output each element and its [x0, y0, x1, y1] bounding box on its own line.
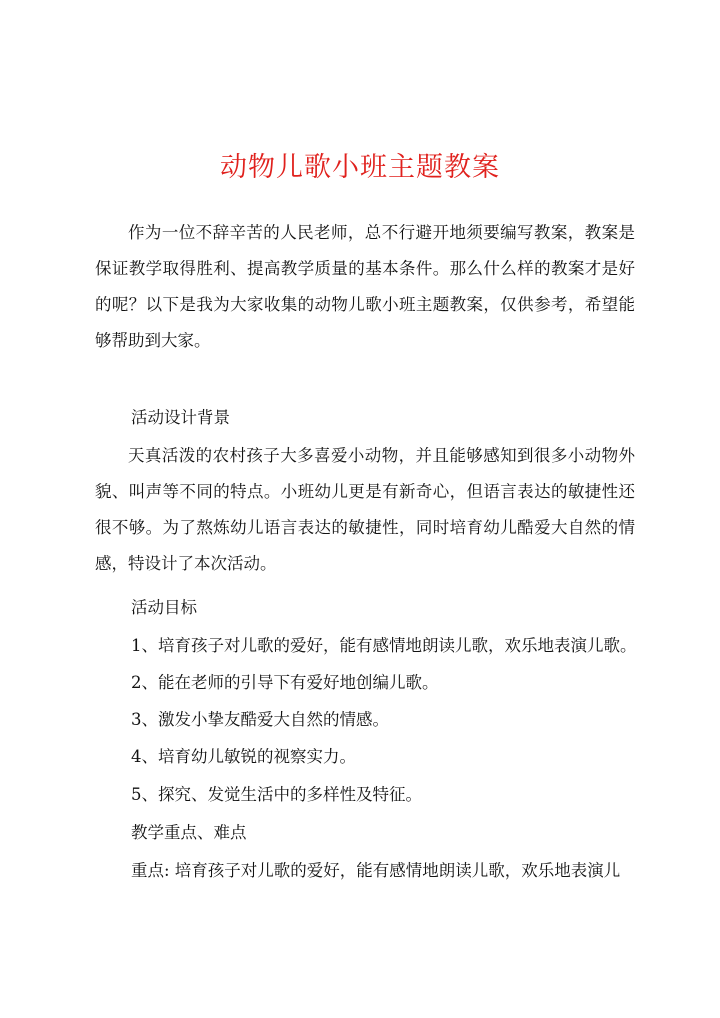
key-points-heading: 教学重点、难点	[131, 823, 247, 842]
goal-item: 1、培育孩子对儿歌的爱好，能有感情地朗读儿歌，欢乐地表演儿歌。	[131, 636, 637, 655]
goal-item: 3、激发小挚友酷爱大自然的情感。	[131, 710, 389, 729]
goal-item: 2、能在老师的引导下有爱好地创编儿歌。	[131, 673, 439, 692]
key-points-text: 重点: 培育孩子对儿歌的爱好，能有感情地朗读儿歌，欢乐地表演儿	[131, 861, 621, 880]
goal-item: 4、培育幼儿敏锐的视察实力。	[131, 747, 356, 766]
intro-paragraph: 作为一位不辞辛苦的人民老师，总不行避开地须要编写教案，教案是保证教学取得胜利、提高教学质量的基本条件。那么什么样的教案才是好的呢？以下是我为大家收集的动物儿歌小班主题教案，仅供参考，希望能够帮助到大家。	[95, 223, 635, 350]
background-paragraph: 天真活泼的农村孩子大多喜爱小动物，并且能够感知到很多小动物外貌、叫声等不同的特点。小班幼儿更是有新奇心，但语言表达的敏捷性还很不够。为了熬炼幼儿语言表达的敏捷性，同时培育幼儿酷爱大自然的情感，特设计了本次活动。	[95, 446, 635, 573]
goal-item: 5、探究、发觉生活中的多样性及特征。	[131, 785, 422, 804]
background-heading: 活动设计背景	[131, 408, 230, 427]
document-title: 动物儿歌小班主题教案	[220, 152, 500, 183]
goals-heading: 活动目标	[131, 598, 197, 617]
